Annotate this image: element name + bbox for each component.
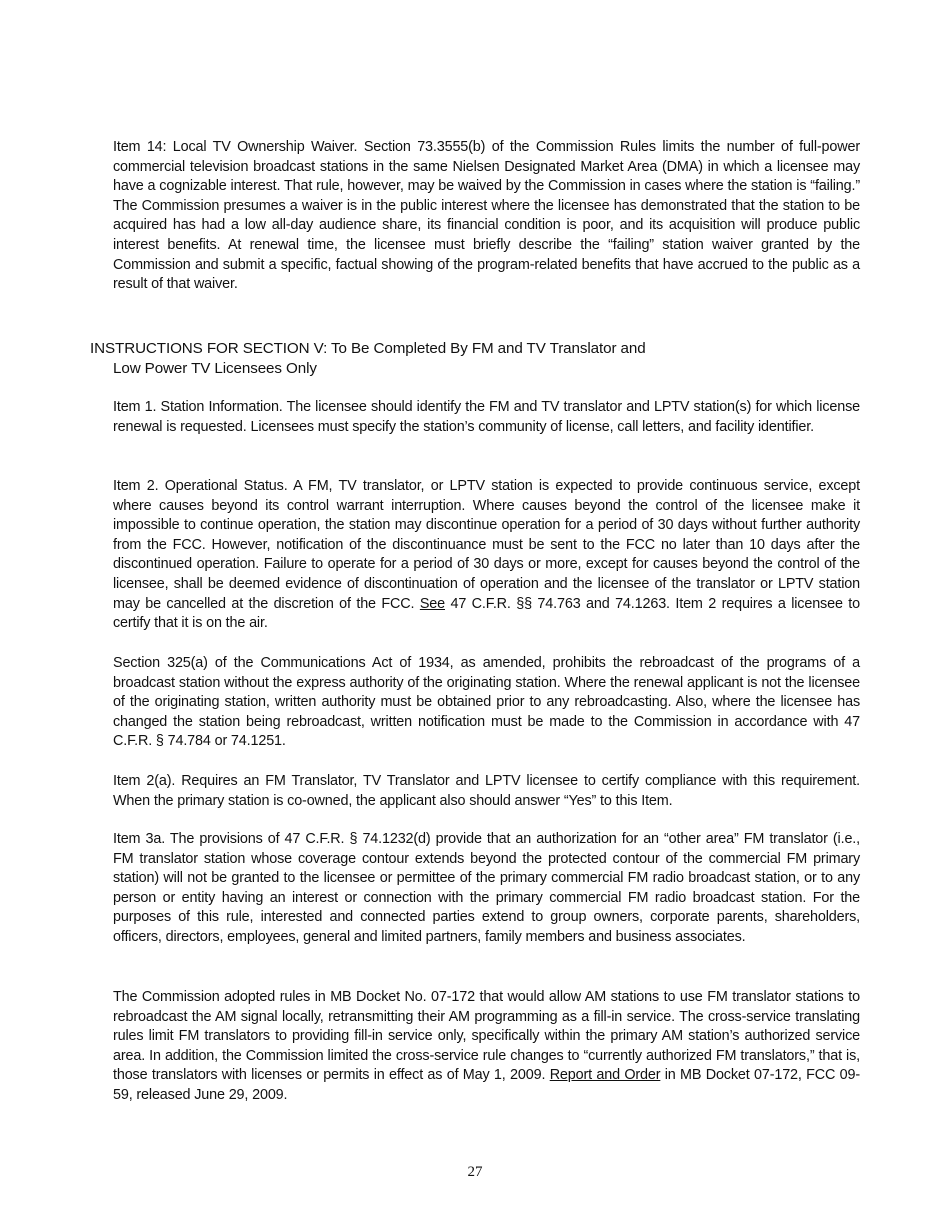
mb-docket-tail: in MB Docket 07-172, FCC 09-59, released June 29, 2009.: [113, 1067, 860, 1103]
section-v-heading-line2: Low Power TV Licensees Only: [113, 360, 317, 377]
item3a-paragraph: Item 3a. The provisions of 47 C.F.R. § 74.1232(d) provide that an authorization for an “other area” FM translator (i.e., FM translator station whose coverage contour extends beyond the protected contour of the commercial FM primary station) will not be granted to the licensee or permittee of the primary commercial FM radio broadcast station, or to any person or entity having an interest or connection with the primary commercial FM radio broadcast station. For the purposes of this rule, interested and connected parties extend to group owners, corporate parents, shareholders, officers, directors, employees, general and limited partners, family members and business associates.: [113, 831, 860, 945]
mb-docket-text: The Commission adopted rules in MB Docket No. 07-172 that would allow AM stations to use FM translator stations to rebroadcast the AM signal locally, retransmitting their AM programming as a fill-in service. The cross-service translating rules limit FM translators to providing fill-in service only, specifically within the primary AM station’s authorized service area. In addition, the Commission limited the cross-service rule changes to “currently authorized FM translators,” that is, those translators with licenses or permits in effect as of May 1, 2009.: [113, 989, 860, 1084]
mb-docket-paragraph: [113, 988, 860, 1106]
item2a-paragraph: Item 2(a). Requires an FM Translator, TV Translator and LPTV licensee to certify compliance with this requirement. When the primary station is co-owned, the applicant also should answer “Yes” to this Item.: [113, 773, 860, 809]
item2-citation: 47 C.F.R. §§ 74.763 and 74.1263. Item 2 requires a licensee to certify that it is on the air.: [113, 595, 860, 632]
see-reference: See: [419, 595, 445, 612]
item14-heading: Item 14: Local TV Ownership Waiver.: [113, 139, 358, 155]
section-v-heading-line1: INSTRUCTIONS FOR SECTION V: To Be Completed By FM and TV Translator and: [90, 340, 646, 357]
report-and-order-reference: Report and Order: [549, 1067, 661, 1084]
item14-paragraph: [113, 138, 860, 295]
section-v-heading: [90, 339, 850, 379]
page-number: 27: [467, 1164, 483, 1180]
item2-paragraph: [113, 477, 860, 634]
item1-paragraph: Item 1. Station Information. The licensee should identify the FM and TV translator and LPTV station(s) for which license renewal is requested. Licensees must specify the station’s community of license, call letters, and facility identifier.: [113, 399, 860, 435]
item2-text: Item 2. Operational Status. A FM, TV translator, or LPTV station is expected to provide continuous service, except where causes beyond its control warrant interruption. Where causes beyond the control of the licensee make it impossible to continue operation, the station may discontinue operation for a period of 30 days without further authority from the FCC. However, notification of the discontinuance must be sent to the FCC no later than 10 days after the discontinued operation. Failure to operate for a period of 30 days or more, except for causes beyond the control of the licensee, shall be deemed evidence of discontinuation of operation and the licensee of the translator or LPTV station may be cancelled at the discretion of the FCC.: [113, 478, 860, 612]
section325-paragraph: Section 325(a) of the Communications Act of 1934, as amended, prohibits the rebroadcast of the programs of a broadcast station without the express authority of the originating station. Where the renewal applicant is not the licensee of the originating station, written authority must be obtained prior to any rebroadcasting. Also, where the licensee has changed the station being rebroadcast, written notification must be made to the Commission in accordance with 47 C.F.R. § 74.784 or 74.1251.: [113, 655, 860, 750]
item14-body: Section 73.3555(b) of the Commission Rules limits the number of full-power commercial television broadcast stations in the same Nielsen Designated Market Area (DMA) in which a licensee may have a cognizable interest. That rule, however, may be waived by the Commission in cases where the station is “failing.” The Commission presumes a waiver is in the public interest where the licensee has demonstrated that the station to be acquired has had a low all-day audience share, its financial condition is poor, and its acquisition will produce public interest benefits. At renewal time, the licensee must briefly describe the “failing” station waiver granted by the Commission and submit a specific, factual showing of the program-related benefits that have accrued to the public as a result of that waiver.: [113, 139, 860, 293]
